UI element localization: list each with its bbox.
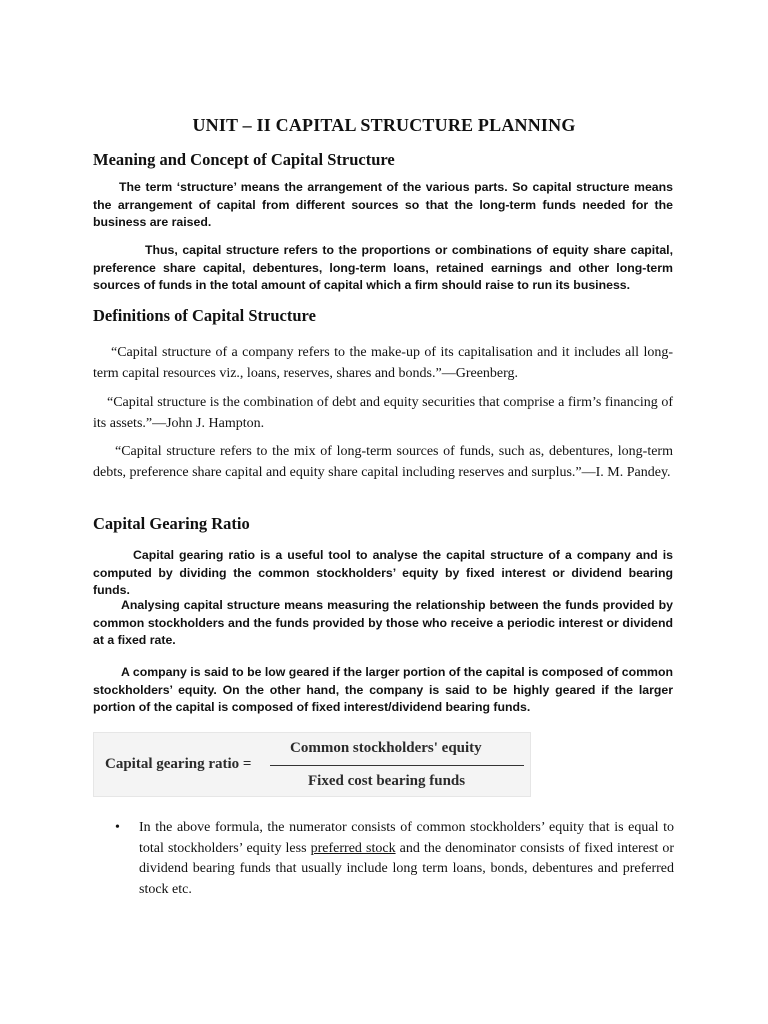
bullet-text-start: In the above formula, the numerator consists of common stockholders’ equity that is equal to total stockholders’ equity less (139, 820, 674, 856)
capital-gearing-formula (93, 732, 531, 797)
formula-numerator: Common stockholders' equity (290, 740, 482, 756)
fraction-bar (270, 765, 524, 766)
meaning-paragraph-2: Thus, capital structure refers to the proportions or combinations of equity share capital, preference share capital, debentures, long-term loans, retained earnings and other long-term sources of funds in the total amount of capital which a firm should raise to run its business. (93, 243, 673, 292)
gearing-paragraph-2: Analysing capital structure means measuring the relationship between the funds provided by common stockholders and the funds provided by those who receive a periodic interest or dividend at a fixed rate. (93, 598, 673, 647)
gearing-paragraph-3: A company is said to be low geared if the larger portion of the capital is composed of common stockholders’ equity. On the other hand, the company is said to be highly geared if the larger portion of the capital is composed of fixed interest/dividend bearing funds. (93, 665, 673, 714)
section-heading-meaning: Meaning and Concept of Capital Structure (93, 150, 395, 169)
bullet-paragraph (139, 818, 674, 900)
definition-pandey: “Capital structure refers to the mix of long-term sources of funds, such as, debentures, long-term debts, preference share capital and equity share capital including reserves and surplus.”—I. M. Pandey. (93, 444, 673, 480)
formula-denominator: Fixed cost bearing funds (308, 773, 466, 789)
section-heading-gearing: Capital Gearing Ratio (93, 514, 250, 533)
gearing-paragraph-1: Capital gearing ratio is a useful tool to analyse the capital structure of a company and is computed by dividing the common stockholders’ equity by fixed interest or dividend bearing funds. (93, 548, 673, 597)
definition-hampton: “Capital structure is the combination of debt and equity securities that comprise a firm’s financing of its assets.”—John J. Hampton. (93, 395, 673, 431)
meaning-paragraph-1: The term ‘structure’ means the arrangement of the various parts. So capital structure means the arrangement of capital from different sources so that the long-term funds needed for the business are raised. (93, 180, 673, 229)
section-heading-definitions: Definitions of Capital Structure (93, 306, 316, 325)
formula-lhs: Capital gearing ratio = (105, 756, 252, 772)
definition-greenberg: “Capital structure of a company refers to the make-up of its capitalisation and it includes all long-term capital resources viz., loans, reserves, shares and bonds.”—Greenberg. (93, 345, 673, 381)
page-title: UNIT – II CAPITAL STRUCTURE PLANNING (192, 115, 576, 135)
bullet-marker: • (115, 820, 120, 835)
bullet-text-end: and the denominator consists of fixed interest or dividend bearing funds that usually include long term loans, bonds, debentures and preferred stock etc. (139, 840, 675, 897)
preferred-stock-link[interactable]: preferred stock (310, 840, 396, 856)
